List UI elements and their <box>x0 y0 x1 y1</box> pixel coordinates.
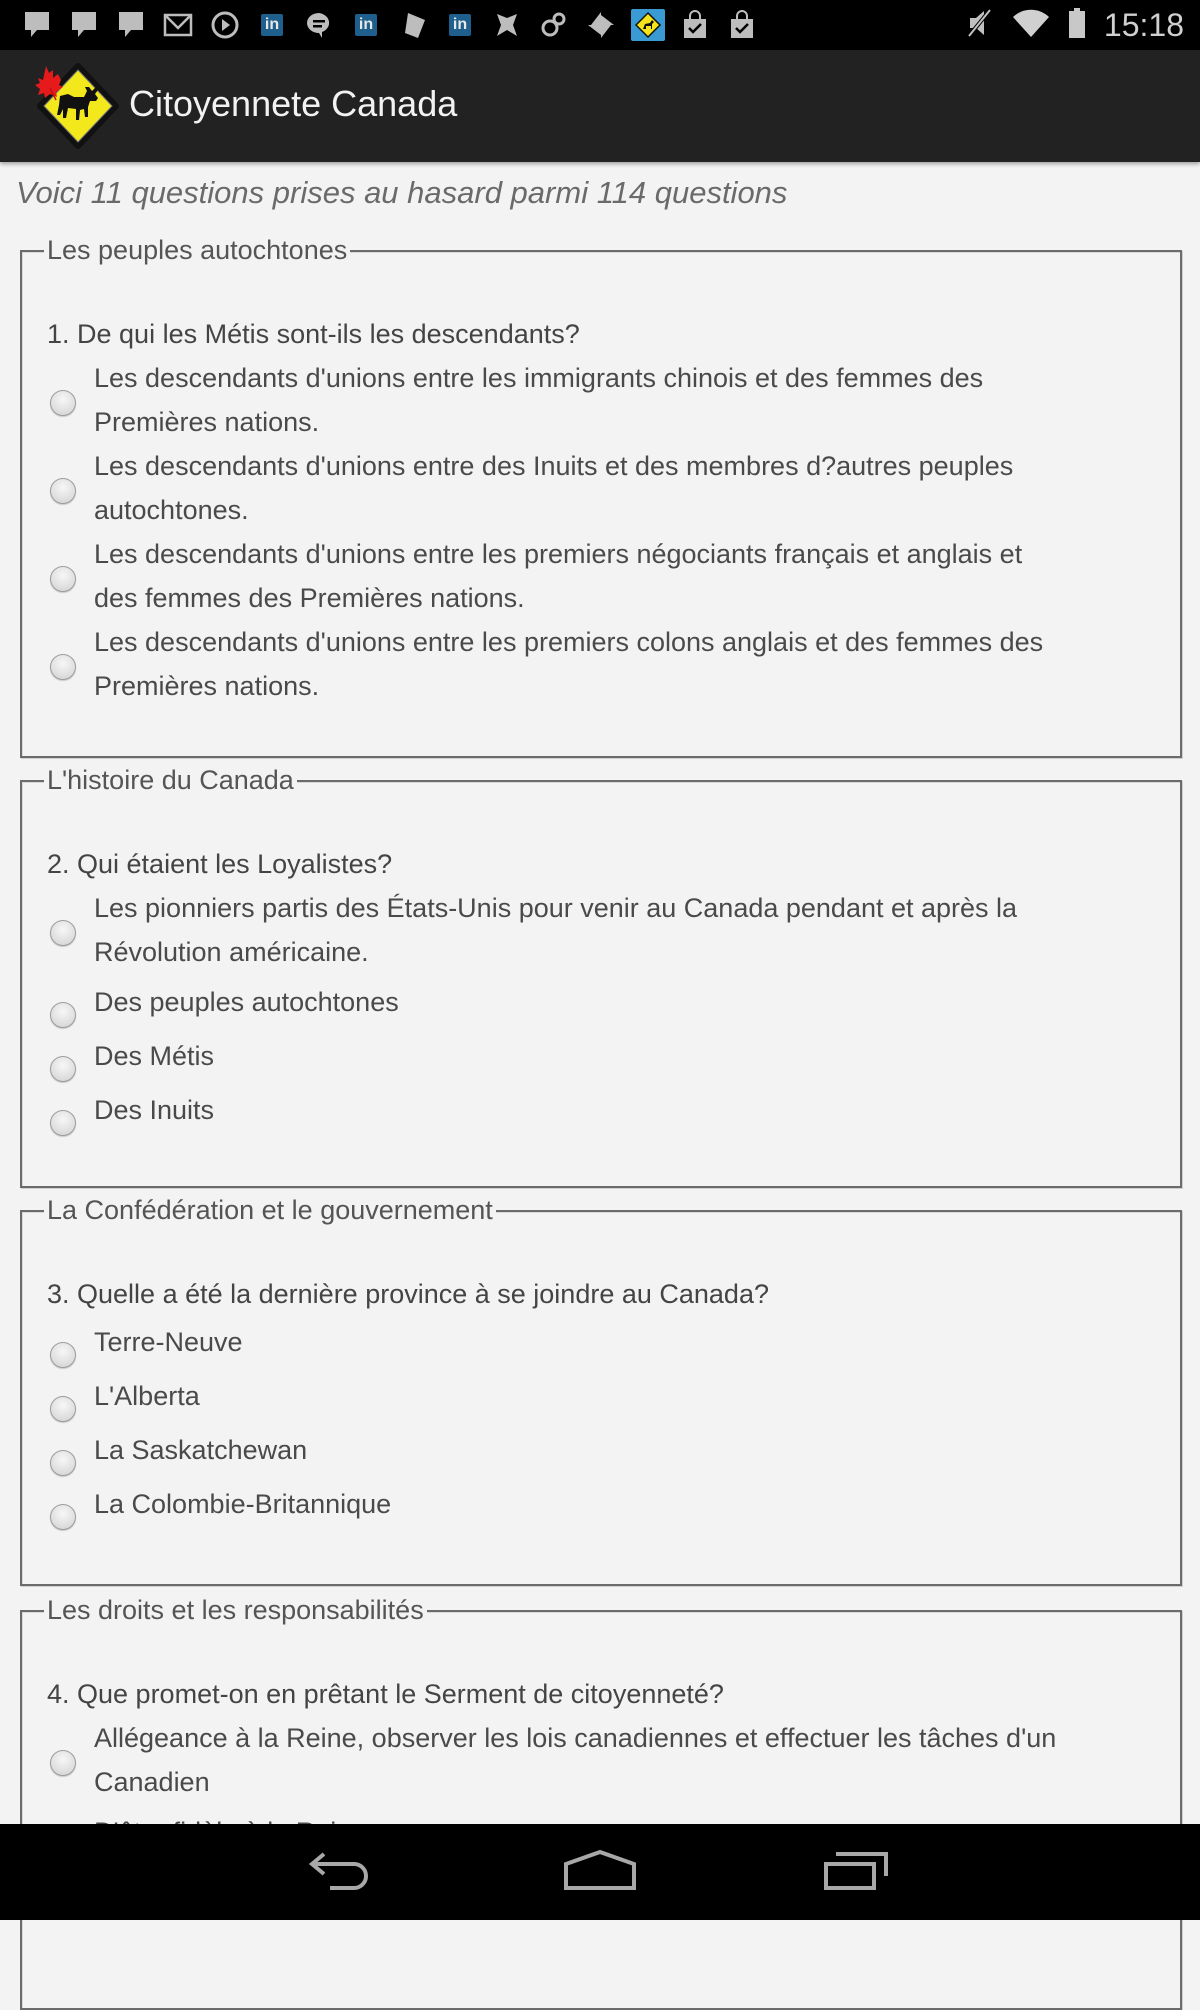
quiz-scroll-view[interactable] <box>0 162 1200 1824</box>
answer-option[interactable] <box>50 444 1160 532</box>
option-label: Canadien <box>94 1767 210 1797</box>
radio-button[interactable] <box>50 920 76 946</box>
shopping-bag-check-icon <box>678 9 712 41</box>
radio-button[interactable] <box>50 566 76 592</box>
option-label: La Colombie-Britannique <box>94 1489 392 1519</box>
clock: 15:18 <box>1103 6 1184 43</box>
question-3: 3. Quelle a été la dernière province à se joindre au Canada? <box>47 1279 769 1309</box>
moose-app-icon <box>631 9 665 41</box>
section-legend: Les droits et les responsabilités <box>44 1592 427 1628</box>
section-confederation-gouvernement <box>20 1195 1182 1586</box>
linkedin-icon: in <box>449 14 471 36</box>
system-status <box>966 0 1184 50</box>
question-1: 1. De qui les Métis sont-ils les descendants? <box>47 319 580 349</box>
navigation-bar <box>0 1824 1200 1920</box>
option-label: La Saskatchewan <box>94 1435 308 1465</box>
sticker-icon <box>396 9 430 41</box>
answer-option[interactable] <box>50 1374 1160 1422</box>
quiz-subtitle: Voici 11 questions prises au hasard parmi 114 questions <box>16 175 788 210</box>
option-label: des femmes des Premières nations. <box>94 583 525 613</box>
pinwheel-icon <box>584 9 618 41</box>
radio-button[interactable] <box>50 1002 76 1028</box>
muted-icon <box>966 7 994 44</box>
radio-button[interactable] <box>50 1504 76 1530</box>
option-label: autochtones. <box>94 495 249 525</box>
option-label: Les descendants d'unions entre des Inuits et des membres d?autres peuples <box>94 451 1014 481</box>
wifi-icon <box>1012 8 1050 43</box>
message-icon <box>114 9 148 41</box>
answer-option[interactable] <box>50 980 1160 1028</box>
radio-button[interactable] <box>50 478 76 504</box>
back-icon <box>308 1850 378 1895</box>
chat-icon <box>302 9 336 41</box>
option-label: Les descendants d'unions entre les immigrants chinois et des femmes des <box>94 363 984 393</box>
message-icon <box>67 9 101 41</box>
answer-option[interactable] <box>50 1482 1160 1530</box>
status-bar <box>0 0 1200 50</box>
option-label: Les descendants d'unions entre les premiers colons anglais et des femmes des <box>94 627 1044 657</box>
section-histoire-du-canada <box>20 765 1182 1188</box>
app-logo-icon[interactable] <box>26 60 122 156</box>
gmail-icon <box>161 9 195 41</box>
answer-option[interactable] <box>50 1716 1160 1804</box>
radio-button[interactable] <box>50 654 76 680</box>
option-label: Premières nations. <box>94 671 320 701</box>
home-button[interactable] <box>555 1842 645 1902</box>
option-label: Les pionniers partis des États-Unis pour venir au Canada pendant et après la <box>94 893 1018 923</box>
action-bar <box>0 50 1200 162</box>
home-icon <box>562 1850 638 1895</box>
answer-option[interactable] <box>50 1088 1160 1136</box>
answer-option[interactable] <box>50 1320 1160 1368</box>
section-legend: L'histoire du Canada <box>44 762 297 798</box>
back-button[interactable] <box>298 1842 388 1902</box>
play-icon <box>208 9 242 41</box>
option-label: Allégeance à la Reine, observer les lois canadiennes et effectuer les tâches d'un <box>94 1723 1057 1753</box>
linkedin-icon: in <box>261 14 283 36</box>
linkedin-icon: in <box>355 14 377 36</box>
answer-option[interactable] <box>50 620 1160 708</box>
option-label: Premières nations. <box>94 407 320 437</box>
question-4: 4. Que promet-on en prêtant le Serment de citoyenneté? <box>47 1679 724 1709</box>
butterfly-icon <box>490 9 524 41</box>
option-label: L'Alberta <box>94 1381 200 1411</box>
question-2: 2. Qui étaient les Loyalistes? <box>47 849 393 879</box>
answer-option[interactable] <box>50 1428 1160 1476</box>
radio-button[interactable] <box>50 1056 76 1082</box>
recent-apps-button[interactable] <box>812 1842 902 1902</box>
section-legend: La Confédération et le gouvernement <box>44 1192 496 1228</box>
shopping-bag-check-icon <box>725 9 759 41</box>
app-title: Citoyennete Canada <box>129 83 458 124</box>
radio-button[interactable] <box>50 1450 76 1476</box>
notification-icons <box>20 9 759 41</box>
radio-button[interactable] <box>50 1342 76 1368</box>
answer-option[interactable] <box>50 532 1160 620</box>
radio-button[interactable] <box>50 1750 76 1776</box>
radio-button[interactable] <box>50 390 76 416</box>
section-droits-responsabilites <box>20 1595 1182 2010</box>
option-label: Des Inuits <box>94 1095 215 1125</box>
option-label: Les descendants d'unions entre les premiers négociants français et anglais et <box>94 539 1023 569</box>
section-legend: Les peuples autochtones <box>44 232 350 268</box>
recent-apps-icon <box>822 1850 892 1895</box>
link-icon <box>537 9 571 41</box>
answer-option[interactable] <box>50 1034 1160 1082</box>
radio-button[interactable] <box>50 1110 76 1136</box>
battery-icon <box>1068 7 1086 44</box>
option-label: Des peuples autochtones <box>94 987 399 1017</box>
section-peuples-autochtones <box>20 235 1182 758</box>
answer-option[interactable] <box>50 886 1160 974</box>
radio-button[interactable] <box>50 1396 76 1422</box>
option-label: Révolution américaine. <box>94 937 369 967</box>
answer-option[interactable] <box>50 356 1160 444</box>
option-label: Terre-Neuve <box>94 1327 243 1357</box>
option-label: Des Métis <box>94 1041 215 1071</box>
message-icon <box>20 9 54 41</box>
